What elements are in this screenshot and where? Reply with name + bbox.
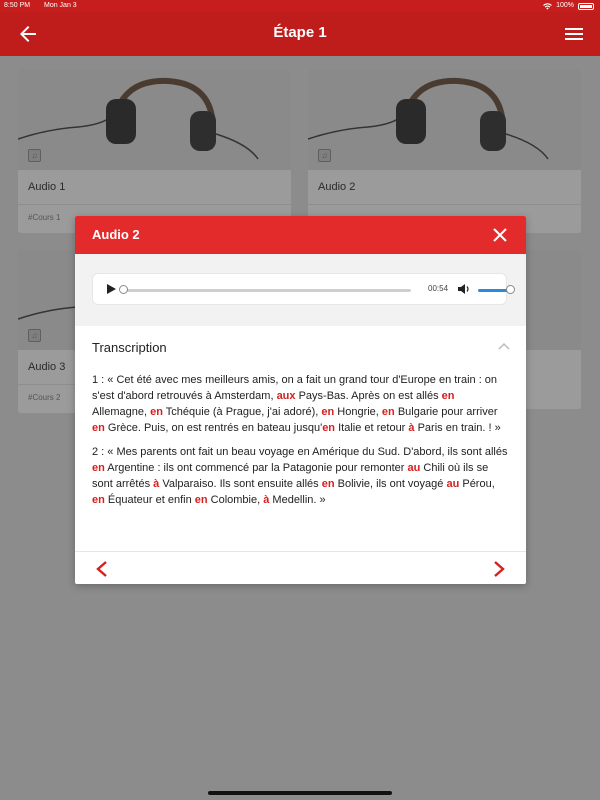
highlighted-word: en	[322, 422, 336, 434]
chevron-left-icon[interactable]	[95, 561, 109, 577]
transcript-segment: Grèce. Puis, on est rentrés en bateau jusqu'	[104, 422, 323, 434]
transcript-segment: Bolivie, ils ont voyagé	[334, 478, 447, 490]
home-indicator	[208, 791, 392, 795]
modal-title: Audio 2	[92, 227, 140, 242]
highlighted-word: en	[194, 494, 208, 506]
transcription-header[interactable]	[75, 326, 526, 366]
battery-percent: 100%	[556, 2, 574, 9]
duration-text: 00:54	[428, 284, 449, 293]
card-tag: #Cours 2	[28, 393, 61, 402]
chevron-right-icon[interactable]	[492, 561, 506, 577]
audio-player-container	[75, 254, 526, 326]
music-note-icon: ♫	[318, 149, 331, 162]
transcript-segment: 2 : « Mes parents ont fait un beau voyage en Amérique du Sud. D'abord, ils sont allés	[92, 446, 508, 458]
transcript-segment: Pays-Bas. Après on est allés	[295, 390, 442, 402]
transcript-segment: Argentine : ils ont commencé par la Patagonie pour remonter	[104, 462, 408, 474]
highlighted-word: au	[407, 462, 421, 474]
transcription-text	[75, 366, 526, 508]
music-note-icon: ♫	[28, 149, 41, 162]
close-icon[interactable]	[492, 227, 508, 243]
card-title: Audio 3	[28, 361, 66, 373]
card-tag: #Cours 1	[28, 213, 61, 222]
status-bar	[0, 0, 600, 12]
status-indicators	[543, 0, 594, 12]
volume-handle[interactable]	[506, 285, 515, 294]
section-title: Transcription	[92, 340, 167, 355]
seek-bar[interactable]	[123, 289, 411, 292]
play-icon[interactable]	[105, 283, 117, 295]
transcript-segment: 1 : « Cet été avec mes meilleurs amis, on a fait un grand tour d'Europe en train : on s'est d'abord retrouvés à Amsterdam,	[92, 374, 498, 402]
transcript-segment: Italie et retour	[335, 422, 409, 434]
highlighted-word: en	[441, 390, 455, 402]
transcript-segment: Paris en train. ! »	[414, 422, 501, 434]
transcript-segment: Équateur et enfin	[104, 494, 195, 506]
transcript-segment: Medellin. »	[269, 494, 326, 506]
transcript-segment: Colombie,	[207, 494, 264, 506]
music-note-icon: ♫	[28, 329, 41, 342]
card-title: Audio 1	[28, 181, 66, 193]
highlighted-word: à	[153, 478, 160, 490]
seek-handle[interactable]	[119, 285, 128, 294]
transcript-paragraph-1	[92, 372, 509, 436]
transcript-segment: Tchéquie (à Prague, j'ai adoré),	[162, 406, 322, 418]
transcript-segment: Bulgarie pour arriver	[394, 406, 498, 418]
transcript-paragraph-2	[92, 444, 509, 508]
highlighted-word: au	[446, 478, 460, 490]
highlighted-word: à	[408, 422, 415, 434]
highlighted-word: en	[92, 462, 105, 474]
highlighted-word: en	[321, 406, 335, 418]
highlighted-word: à	[263, 494, 270, 506]
status-date: Mon Jan 3	[44, 2, 77, 9]
app-header	[0, 12, 600, 56]
page-title: Étape 1	[273, 24, 327, 41]
highlighted-word: en	[92, 422, 105, 434]
highlighted-word: en	[150, 406, 163, 418]
headphones-image	[308, 69, 581, 170]
transcript-segment: Allemagne,	[92, 406, 151, 418]
chevron-up-icon[interactable]	[498, 342, 510, 350]
volume-icon[interactable]	[457, 283, 471, 295]
battery-icon	[578, 3, 594, 10]
transcript-segment: Valparaiso. Ils sont ensuite allés	[159, 478, 322, 490]
status-time: 8:50 PM	[4, 2, 31, 9]
audio-card-2[interactable]	[308, 69, 581, 233]
highlighted-word: aux	[276, 390, 296, 402]
headphones-image	[18, 69, 291, 170]
modal-footer	[75, 551, 526, 584]
highlighted-word: en	[92, 494, 105, 506]
highlighted-word: en	[381, 406, 395, 418]
transcript-segment: Pérou,	[459, 478, 495, 490]
audio-player	[92, 273, 507, 305]
audio-modal	[75, 216, 526, 584]
card-title: Audio 2	[318, 181, 356, 193]
hamburger-menu-icon[interactable]	[562, 22, 586, 46]
audio-card-1[interactable]	[18, 69, 291, 233]
transcript-segment: Chili où ils se sont arrêtés	[92, 462, 489, 490]
wifi-icon	[543, 3, 552, 10]
modal-header	[75, 216, 526, 254]
transcript-segment: Hongrie,	[334, 406, 382, 418]
highlighted-word: en	[321, 478, 335, 490]
